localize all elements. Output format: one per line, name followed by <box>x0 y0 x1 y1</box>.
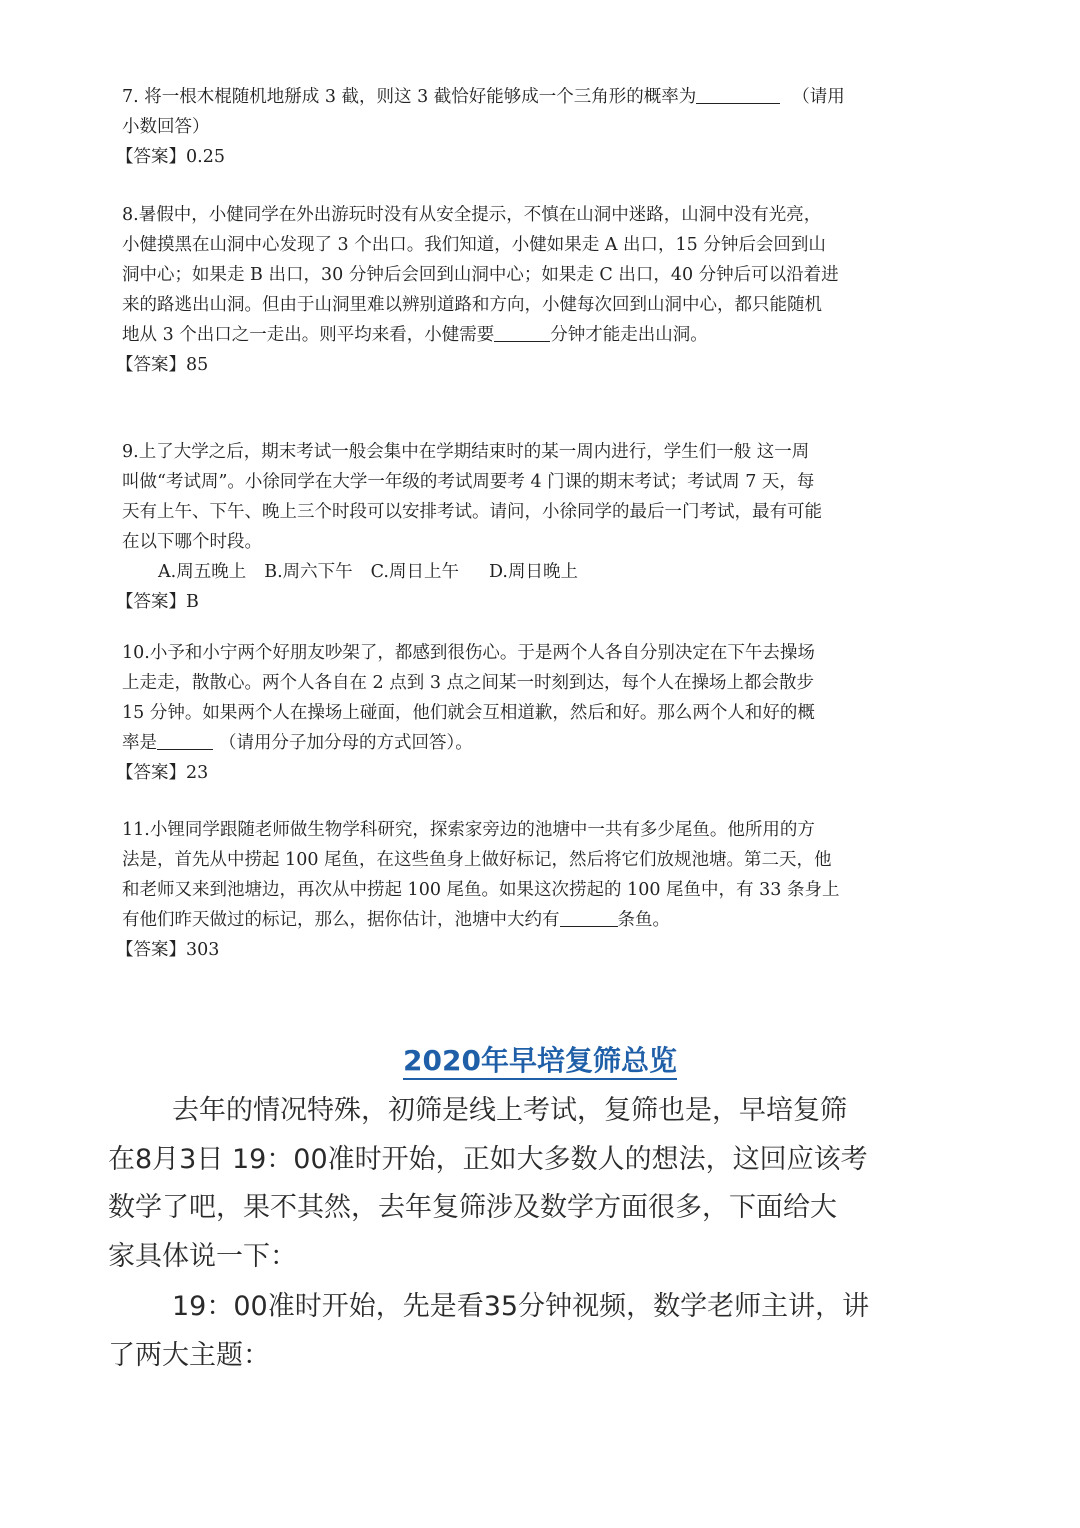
question-line: 来的路逃出山洞。但由于山洞里难以辨别道路和方向，小健每次回到山洞中心，都只能随机 <box>122 295 822 315</box>
options-row <box>122 557 922 587</box>
answer-line <box>116 935 922 965</box>
answer-line <box>116 142 922 172</box>
paragraph-line: 在8月3日 19：00准时开始，正如大多数人的想法，这回应该考 <box>108 1143 868 1175</box>
paragraph-line: 家具体说一下： <box>108 1240 297 1272</box>
question-text: 条鱼。 <box>617 910 670 930</box>
question-line: 上走走，散散心。两个人各自在 2 点到 3 点之间某一时刻到达，每个人在操场上都会散步 <box>122 673 815 693</box>
option-d: D.周日晚上 <box>488 562 578 582</box>
answer-value: 303 <box>186 940 220 960</box>
question-7 <box>116 82 922 172</box>
question-text: 有他们昨天做过的标记，那么，据你估计，池塘中大约有 <box>122 910 560 930</box>
option-b: B.周六下午 <box>264 562 353 582</box>
question-line: 8.暑假中，小健同学在外出游玩时没有从安全提示，不慎在山洞中迷路，山洞中没有光亮， <box>122 205 822 225</box>
question-10 <box>116 638 922 788</box>
question-11 <box>116 815 922 965</box>
answer-blank <box>494 323 550 342</box>
article-paragraph-2 <box>108 1283 978 1380</box>
question-text: （请用分子加分母的方式回答）。 <box>219 733 473 753</box>
answer-line <box>116 350 922 380</box>
question-line <box>122 905 922 935</box>
question-line: 11.小锂同学跟随老师做生物学科研究，探索家旁边的池塘中一共有多少尾鱼。他所用的方 <box>122 820 815 840</box>
answer-blank <box>157 731 213 750</box>
question-line: 在以下哪个时段。 <box>122 532 262 552</box>
option-c: C.周日上午 <box>370 562 459 582</box>
answer-line <box>116 587 922 617</box>
answer-label: 【答案】 <box>116 763 186 783</box>
paragraph-line: 了两大主题： <box>108 1339 270 1371</box>
answer-line <box>116 758 922 788</box>
question-text: 7. 将一根木棍随机地掰成 3 截，则这 3 截恰好能够成一个三角形的概率为 <box>122 87 697 107</box>
paragraph-line: 19：00准时开始，先是看35分钟视频，数学老师主讲，讲 <box>172 1291 870 1322</box>
question-line <box>122 728 922 758</box>
question-line: 法是，首先从中捞起 100 尾鱼，在这些鱼身上做好标记，然后将它们放规池塘。第二天，他 <box>122 850 832 870</box>
question-line: 小健摸黑在山洞中心发现了 3 个出口。我们知道，小健如果走 A 出口，15 分钟后会回到山 <box>122 235 826 255</box>
answer-label: 【答案】 <box>116 592 186 612</box>
question-text: （请用 <box>792 87 845 107</box>
question-text: 地从 3 个出口之一走出。则平均来看，小健需要 <box>122 325 495 345</box>
question-8 <box>116 200 922 380</box>
question-line <box>122 320 922 350</box>
question-line: 小数回答） <box>122 117 210 137</box>
option-a: A.周五晚上 <box>158 562 247 582</box>
answer-label: 【答案】 <box>116 355 186 375</box>
section-title <box>0 1038 1080 1084</box>
section-title-text: 2020年早培复筛总览 <box>403 1044 677 1080</box>
question-line <box>122 82 922 112</box>
question-line: 9.上了大学之后，期末考试一般会集中在学期结束时的某一周内进行，学生们一般 这一周 <box>122 442 810 462</box>
question-text: 分钟才能走出山洞。 <box>550 325 708 345</box>
answer-value: 85 <box>186 355 209 375</box>
question-line: 15 分钟。如果两个人在操场上碰面，他们就会互相道歉，然后和好。那么两个人和好的概 <box>122 703 815 723</box>
answer-value: B <box>186 592 199 612</box>
answer-blank <box>560 908 618 927</box>
question-line: 和老师又来到池塘边，再次从中捞起 100 尾鱼。如果这次捞起的 100 尾鱼中，有 33 条身上 <box>122 880 840 900</box>
paragraph-line: 去年的情况特殊，初筛是线上考试，复筛也是，早培复筛 <box>172 1095 847 1126</box>
answer-value: 23 <box>186 763 209 783</box>
question-line: 天有上午、下午、晚上三个时段可以安排考试。请问，小徐同学的最后一门考试，最有可能 <box>122 502 822 522</box>
question-line: 10.小予和小宁两个好朋友吵架了，都感到很伤心。于是两个人各自分别决定在下午去操场 <box>122 643 815 663</box>
answer-label: 【答案】 <box>116 147 186 167</box>
answer-value: 0.25 <box>186 147 225 167</box>
answer-blank <box>696 85 780 104</box>
question-line: 洞中心；如果走 B 出口，30 分钟后会回到山洞中心；如果走 C 出口，40 分钟后可以沿着进 <box>122 265 839 285</box>
paragraph-line: 数学了吧，果不其然，去年复筛涉及数学方面很多，下面给大 <box>108 1192 837 1223</box>
question-line: 叫做“考试周”。小徐同学在大学一年级的考试周要考 4 门课的期末考试；考试周 7 天，每 <box>122 472 815 492</box>
question-9 <box>116 437 922 617</box>
article-paragraph-1 <box>108 1087 978 1281</box>
answer-label: 【答案】 <box>116 940 186 960</box>
question-text: 率是 <box>122 733 157 753</box>
